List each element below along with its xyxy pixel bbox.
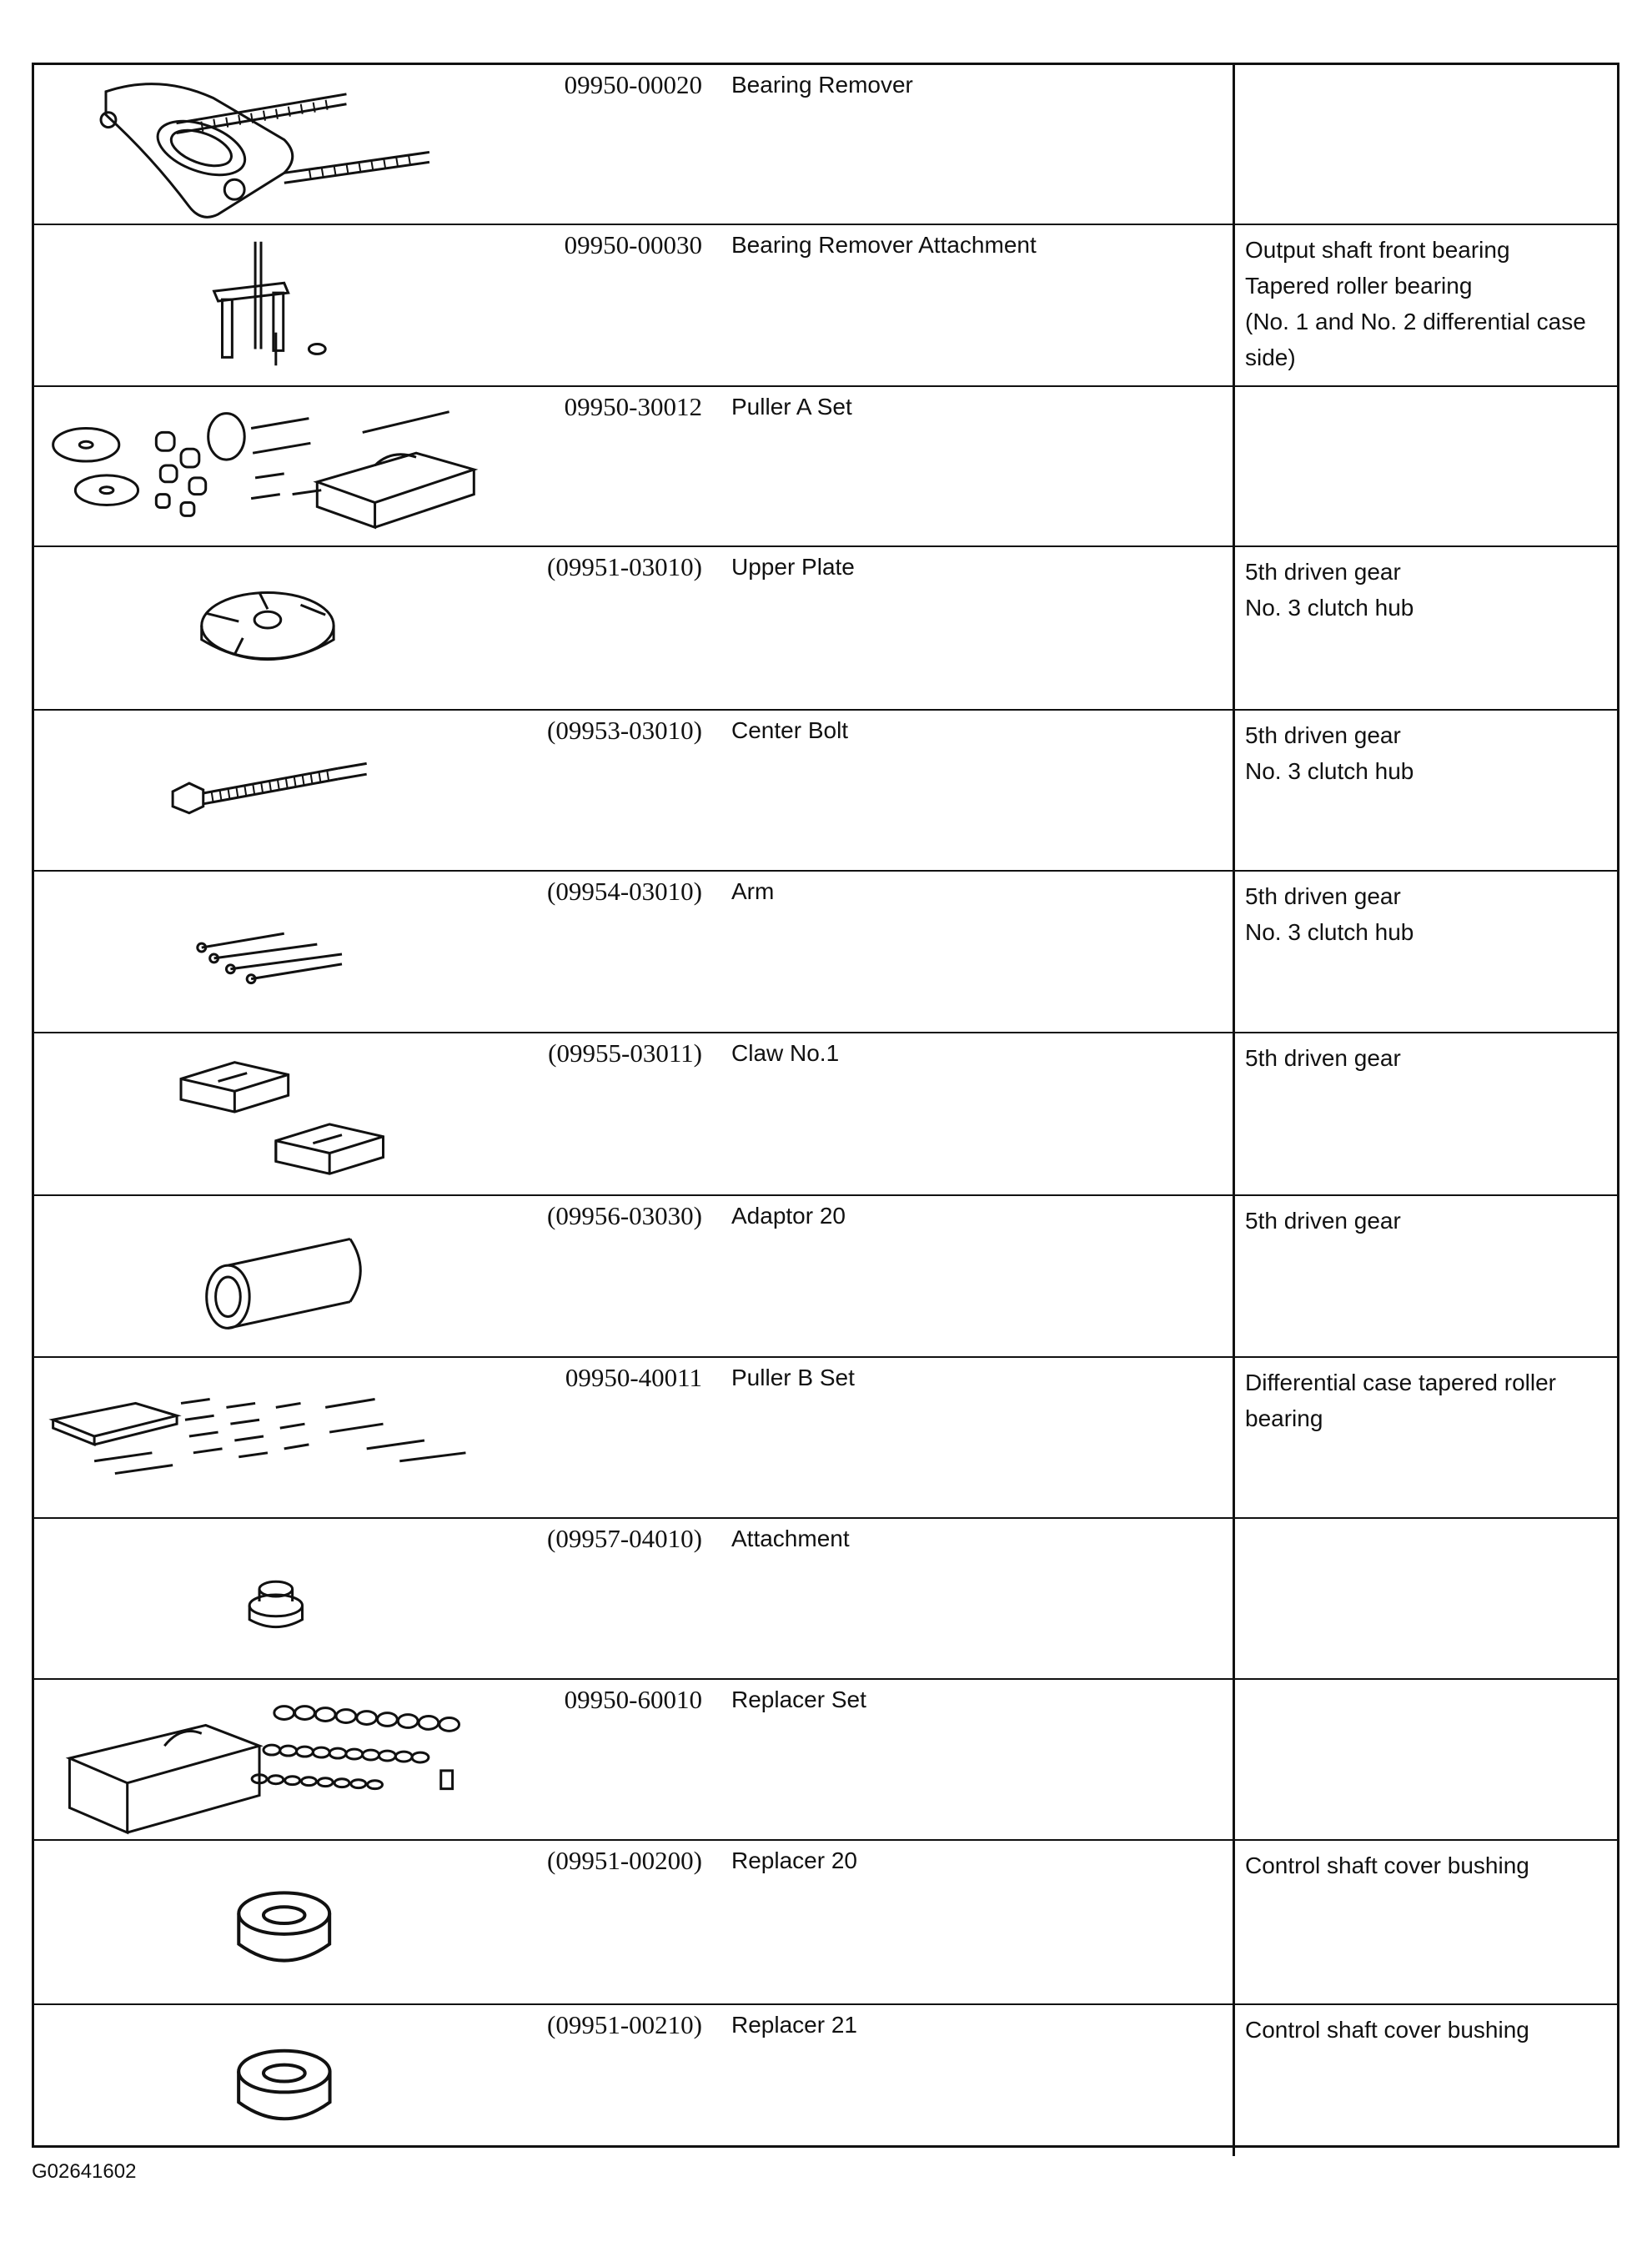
part-number: (09956-03030): [490, 1195, 719, 1357]
tool-name: Bearing Remover: [719, 65, 1234, 224]
tool-name: Claw No.1: [719, 1033, 1234, 1195]
tool-name: Bearing Remover Attachment: [719, 224, 1234, 386]
replacer-set-icon: [34, 1680, 490, 1839]
use-line: Control shaft cover bushing: [1245, 1852, 1529, 1878]
claw-icon: [34, 1033, 490, 1194]
table-row: [34, 2004, 1617, 2156]
puller-a-set-icon: [34, 387, 490, 545]
illustration-cell: [34, 1518, 490, 1679]
illustration-cell: [34, 224, 490, 386]
use-line: No. 3 clutch hub: [1245, 758, 1414, 784]
part-number: 09950-40011: [490, 1357, 719, 1518]
use-line: 5th driven gear: [1245, 1045, 1401, 1071]
table-row: [34, 710, 1617, 871]
tool-use: [1234, 1679, 1618, 1840]
upper-plate-icon: [34, 547, 490, 709]
tool-use: [1234, 1357, 1618, 1518]
tool-name: Replacer 20: [719, 1840, 1234, 2004]
use-line: No. 3 clutch hub: [1245, 919, 1414, 945]
illustration-cell: [34, 1679, 490, 1840]
part-number: 09950-00030: [490, 224, 719, 386]
part-number: (09953-03010): [490, 710, 719, 871]
use-line: 5th driven gear: [1245, 722, 1401, 748]
tool-name: Puller B Set: [719, 1357, 1234, 1518]
part-number: 09950-30012: [490, 386, 719, 546]
use-line: 5th driven gear: [1245, 883, 1401, 909]
table-row: [34, 1357, 1617, 1518]
use-line: Control shaft cover bushing: [1245, 2017, 1529, 2043]
attachment-icon: [34, 1519, 490, 1678]
tool-table-frame: [32, 63, 1619, 2148]
tool-use: [1234, 224, 1618, 386]
tool-use: [1234, 386, 1618, 546]
table-row: [34, 1195, 1617, 1357]
tool-name: Replacer 21: [719, 2004, 1234, 2156]
table-row: [34, 1840, 1617, 2004]
use-line: Tapered roller bearing: [1245, 273, 1473, 299]
special-tool-table: [34, 65, 1617, 2156]
table-row: [34, 546, 1617, 710]
tool-name: Center Bolt: [719, 710, 1234, 871]
use-line: No. 3 clutch hub: [1245, 595, 1414, 621]
use-line: 5th driven gear: [1245, 559, 1401, 585]
table-row: [34, 1033, 1617, 1195]
puller-b-set-icon: [34, 1358, 490, 1517]
tool-name: Arm: [719, 871, 1234, 1033]
use-line: 5th driven gear: [1245, 1208, 1401, 1234]
table-row: [34, 224, 1617, 386]
tool-use: [1234, 710, 1618, 871]
tool-use: [1234, 1195, 1618, 1357]
figure-id: G02641602: [32, 2160, 137, 2183]
illustration-cell: [34, 710, 490, 871]
illustration-cell: [34, 2004, 490, 2156]
tool-use: [1234, 65, 1618, 224]
table-row: [34, 1679, 1617, 1840]
part-number: (09954-03010): [490, 871, 719, 1033]
table-row: [34, 1518, 1617, 1679]
tool-use: [1234, 1518, 1618, 1679]
tool-use: [1234, 1033, 1618, 1195]
illustration-cell: [34, 546, 490, 710]
use-line: Output shaft front bearing: [1245, 237, 1510, 263]
tool-name: Upper Plate: [719, 546, 1234, 710]
part-number: (09951-00210): [490, 2004, 719, 2156]
tool-use: [1234, 2004, 1618, 2156]
table-row: [34, 871, 1617, 1033]
tool-name: Puller A Set: [719, 386, 1234, 546]
replacer-21-icon: [34, 2005, 490, 2156]
table-row: [34, 65, 1617, 224]
part-number: (09955-03011): [490, 1033, 719, 1195]
part-number: (09951-03010): [490, 546, 719, 710]
part-number: 09950-00020: [564, 70, 702, 99]
tool-use: [1234, 1840, 1618, 2004]
illustration-cell: [34, 871, 490, 1033]
illustration-cell: [34, 65, 490, 224]
illustration-cell: [34, 1033, 490, 1195]
bearing-remover-icon: [34, 65, 490, 224]
tool-use: [1234, 871, 1618, 1033]
illustration-cell: [34, 1840, 490, 2004]
use-line: Differential case tapered roller bearing: [1245, 1370, 1557, 1431]
center-bolt-icon: [34, 711, 490, 870]
part-number: 09950-60010: [490, 1679, 719, 1840]
illustration-cell: [34, 1195, 490, 1357]
tool-use: [1234, 546, 1618, 710]
adaptor-icon: [34, 1196, 490, 1356]
part-number: (09957-04010): [490, 1518, 719, 1679]
use-line: (No. 1 and No. 2 differential case side): [1245, 309, 1586, 370]
illustration-cell: [34, 386, 490, 546]
tool-name: Adaptor 20: [719, 1195, 1234, 1357]
replacer-20-icon: [34, 1841, 490, 2003]
tool-name: Replacer Set: [719, 1679, 1234, 1840]
part-number: (09951-00200): [490, 1840, 719, 2004]
table-row: [34, 386, 1617, 546]
illustration-cell: [34, 1357, 490, 1518]
bearing-remover-attachment-icon: [34, 225, 490, 385]
tool-name: Attachment: [719, 1518, 1234, 1679]
arm-icon: [34, 872, 490, 1032]
